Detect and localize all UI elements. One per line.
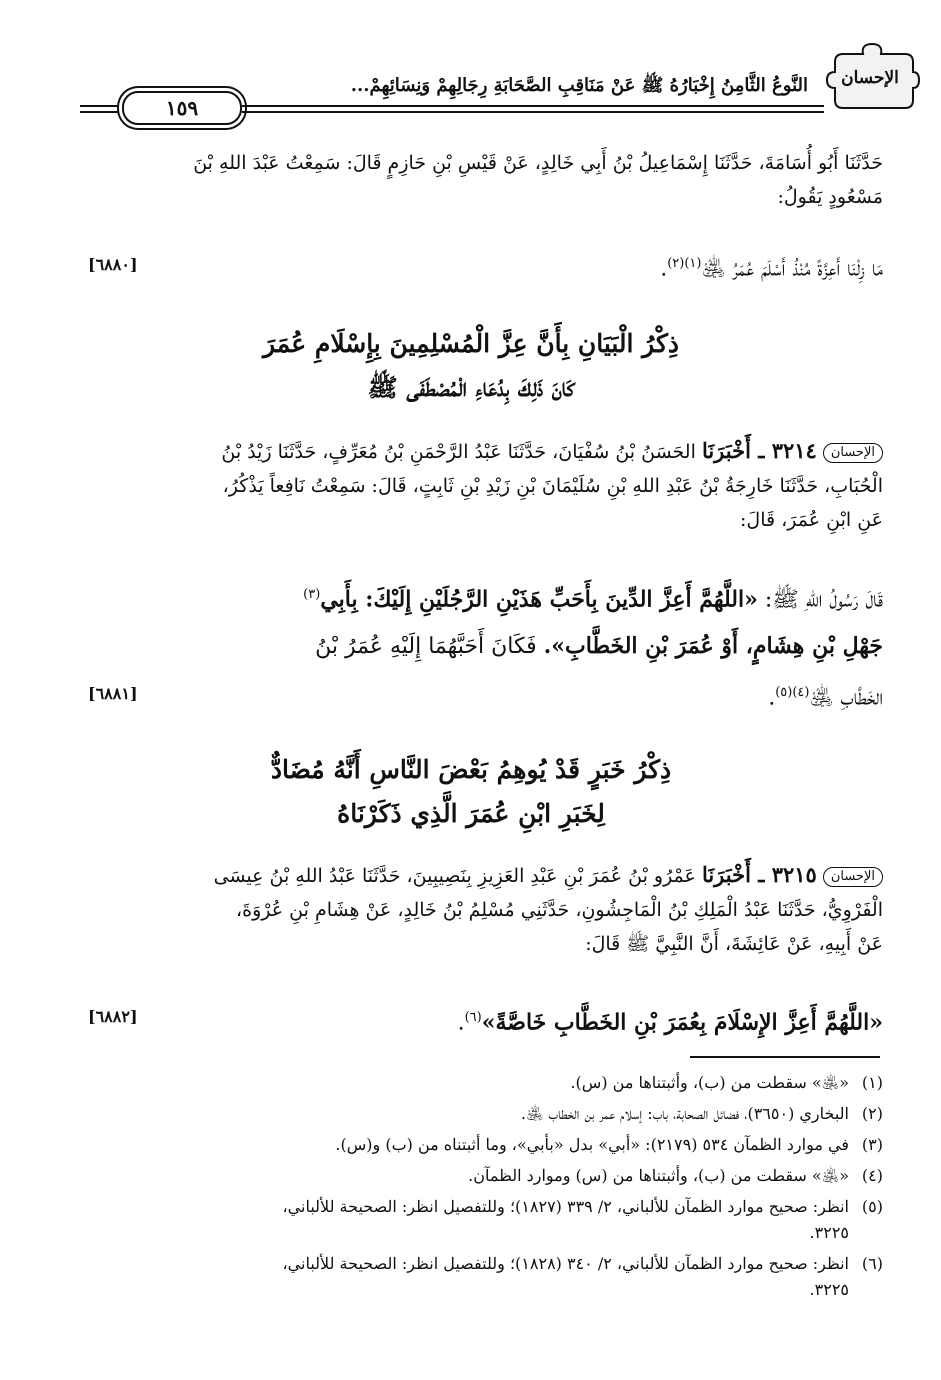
- page-header: [80, 40, 920, 130]
- isnad-line: حَدَّثَنَا أَبُو أُسَامَةَ، حَدَّثَنَا إِسْمَاعِيلُ بْنُ أَبِي خَالِدٍ، عَنْ قَيْسِ بْنِ حَازِمٍ قَالَ: سَمِعْتُ عَبْدَ اللهِ بْنَ: [193, 152, 883, 174]
- header-rule-right: [242, 105, 824, 107]
- heading-line: ذِكْرُ الْبَيَانِ بِأَنَّ عِزَّ الْمُسْلِمِينَ بِإِسْلَامِ عُمَرَ: [262, 329, 680, 358]
- footnote: (٢)البخاري (٣٦٥٠)، فضائل الصحابة، باب: إسلام عمر بن الخطاب ﵁.: [520, 1104, 883, 1123]
- reference-number: [٦٨٨١]: [88, 684, 138, 703]
- matn-text: «اللَّهُمَّ أَعِزَّ الدِّينَ بِأَحَبِّ هَذَيْنِ الرَّجُلَيْنِ إِلَيْكَ: بِأَبِي: [320, 586, 758, 613]
- header-rule-left-2: [80, 111, 120, 113]
- matn-line: الخَطَّابِ ﵁$^{(٤)(٥)}$.: [768, 685, 883, 711]
- heading-line: كَانَ ذَلِكَ بِدُعَاءِ الْمُصْطَفَى ﷺ: [367, 373, 575, 402]
- footnote-separator: [690, 1056, 880, 1058]
- heading-line: لِخَبَرِ ابْنِ عُمَرَ الَّذِي ذَكَرْنَاهُ: [337, 799, 605, 828]
- isnad-line: [61, 434, 883, 469]
- isnad-line: مَسْعُودٍ يَقُولُ:: [777, 186, 883, 208]
- running-title: النَّوعُ الثَّامِنُ إِخْبَارُهُ ﷺ عَنْ مَنَاقِبِ الصَّحَابَةِ رِجَالِهِمْ وَنِسَائِهِمْ...: [350, 75, 808, 96]
- page-number: ١٥٩: [165, 96, 199, 120]
- matn-text: جَهْلِ بْنِ هِشَامٍ، أَوْ عُمَرَ بْنِ الخَطَّابِ».: [543, 633, 883, 660]
- matn-text: مَا زِلْنَا أَعِزَّةً مُنْذُ أَسْلَمَ عُمَرُ ﵁: [701, 256, 883, 282]
- isnad-line: عَنْ أَبِيهِ، عَنْ عَائِشَةَ، أَنَّ النَّبِيَّ ﷺ قَالَ:: [585, 933, 883, 955]
- page-number-box: [122, 91, 242, 125]
- isnad-line: الْفَرْوِيُّ، حَدَّثَنَا عَبْدُ الْمَلِكِ بْنُ الْمَاجِشُونِ، حَدَّثَنِي مُسْلِمُ بْنُ خَالِدٍ، عَنْ هِشَامِ بْنِ عُرْوَةَ،: [236, 899, 883, 921]
- matn-text: الخَطَّابِ ﵁: [809, 685, 883, 711]
- book-label: الإحسان: [841, 68, 899, 88]
- footnotes: [61, 1070, 883, 1303]
- section-heading: [60, 748, 882, 836]
- hadith-number: ٣٢١٥ ـ أَخْبَرَنَا: [701, 862, 817, 887]
- isnad-line: [61, 858, 883, 893]
- matn-line: [61, 623, 883, 670]
- footnote-ref: (٦): [464, 1010, 482, 1025]
- footnote: (٣)في موارد الظمآن ٥٣٤ (٢١٧٩): «أبي» بدل «بأبي»، وما أثبتناه من (ب) و(س).: [335, 1135, 883, 1154]
- footnote-ref: (٣): [303, 587, 321, 602]
- footnote: (٤)«﵁» سقطت من (ب)، وأثبتناها من (س) وموارد الظمآن.: [468, 1166, 883, 1185]
- footnote-ref: (٤)(٥): [775, 685, 810, 701]
- matn-3215: «اللَّهُمَّ أَعِزَّ الإِسْلَامَ بِعُمَرَ بْنِ الخَطَّابِ خَاصَّةً»$^{(٦)}$.: [457, 1009, 883, 1036]
- isnad-line: عَنِ ابْنِ عُمَرَ، قَالَ:: [740, 509, 883, 531]
- matn-line: [61, 572, 883, 623]
- hadith-number: ٣٢١٤ ـ أَخْبَرَنَا: [701, 438, 817, 463]
- isnad-3213: [61, 146, 883, 214]
- matn-3213: مَا زِلْنَا أَعِزَّةً مُنْذُ أَسْلَمَ عُمَرُ ﵁$^{(١)(٢)}$.: [660, 256, 883, 282]
- header-rule-left: [80, 105, 120, 107]
- isnad-text: الحَسَنُ بْنُ سُفْيَانَ، حَدَّثَنَا عَبْدُ الرَّحْمَنِ بْنُ مُعَرِّفٍ، حَدَّثَنَا زَيْدُ بْنُ: [221, 441, 696, 463]
- footnote: (٦)انظر: صحيح موارد الظمآن للألباني، ٢/ ٣٤٠ (١٨٢٨)؛ وللتفصيل انظر: الصحيحة للألباني، ٣٢٢٥.: [282, 1254, 883, 1299]
- isnad-3215: [61, 858, 883, 961]
- section-heading: [60, 322, 882, 410]
- reference-number: [٦٨٨٢]: [88, 1007, 138, 1026]
- matn-3214: [61, 572, 883, 722]
- matn-text: فَكَانَ أَحَبَّهُمَا إِلَيْهِ عُمَرُ بْنُ: [315, 634, 537, 660]
- matn-intro: قَالَ رَسُولُ اللهِ ﷺ:: [764, 587, 883, 613]
- ihsan-badge-icon: الإحسان: [823, 867, 883, 887]
- footnote-ref: (١)(٢): [667, 256, 702, 271]
- reference-number: [٦٨٨٠]: [88, 255, 138, 274]
- footnote: (١)«﵁» سقطت من (ب)، وأثبتناها من (س).: [570, 1073, 883, 1092]
- isnad-3214: [61, 434, 883, 537]
- footnote: (٥)انظر: صحيح موارد الظمآن للألباني، ٢/ ٣٣٩ (١٨٢٧)؛ وللتفصيل انظر: الصحيحة للألباني، ٣٢٢٥.: [282, 1197, 883, 1242]
- matn-text: «اللَّهُمَّ أَعِزَّ الإِسْلَامَ بِعُمَرَ بْنِ الخَطَّابِ خَاصَّةً»: [481, 1009, 883, 1036]
- heading-line: ذِكْرُ خَبَرٍ قَدْ يُوهِمُ بَعْضَ النَّاسِ أَنَّهُ مُضَادٌّ: [270, 755, 672, 784]
- header-rule-right-2: [242, 111, 824, 113]
- ihsan-badge-icon: الإحسان: [823, 443, 883, 463]
- isnad-text: عَمْرُو بْنُ عُمَرَ بْنِ عَبْدِ العَزِيزِ بِنَصِيبِينَ، حَدَّثَنَا عَبْدُ اللهِ بْنُ عِيسَى: [213, 865, 696, 887]
- isnad-line: الْحُبَابِ، حَدَّثَنَا خَارِجَةُ بْنُ عَبْدِ اللهِ بْنِ سُلَيْمَانَ بْنِ زَيْدِ بْنِ ثَابِتٍ، قَالَ: سَمِعْتُ نَافِعاً يَذْكُرُ،: [222, 475, 883, 497]
